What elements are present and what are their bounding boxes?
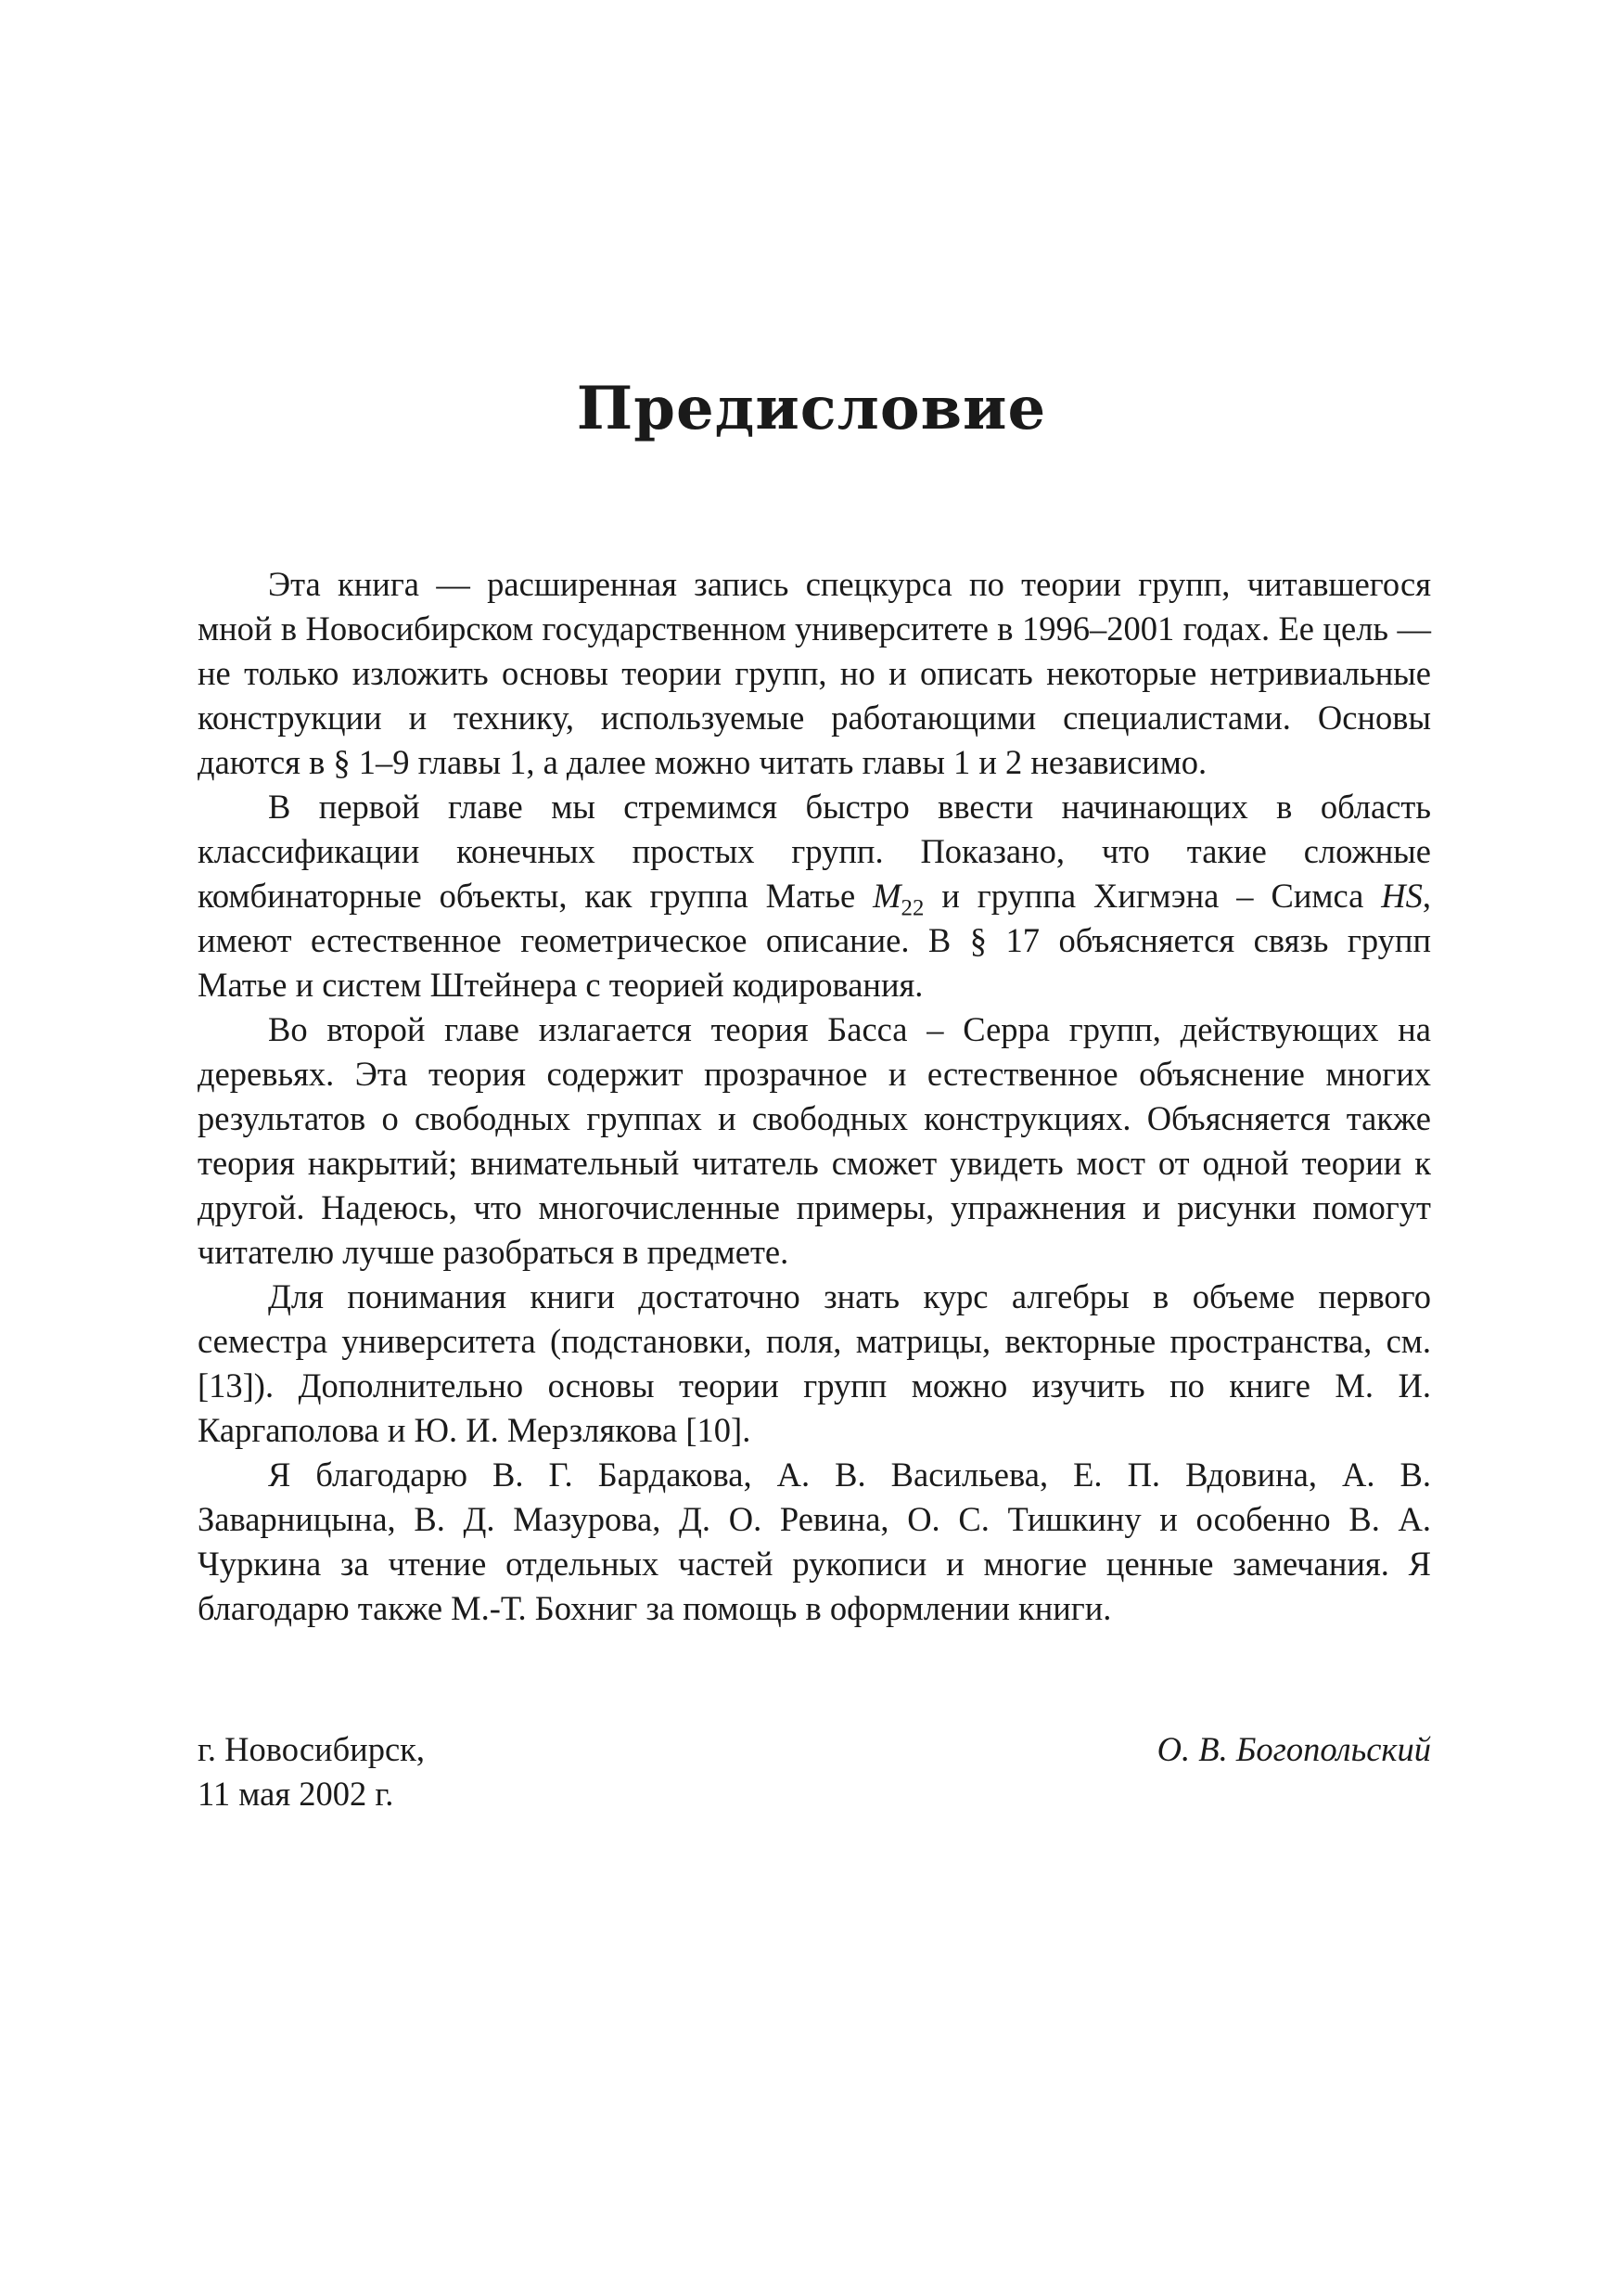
signature-author: О. В. Богопольский	[1157, 1730, 1431, 1768]
paragraph	[198, 1275, 1431, 1453]
paragraph	[198, 562, 1431, 785]
paragraph-text: Во второй главе излагается теория Басса – Серра групп, действующих на деревьях. Эта теория содержит прозрачное и естественное объяснение многих результатов о свободных группах и свободных конструкциях. Объясняется также теория накрытий; внимательный читатель сможет увидеть мост от одной теории к другой. Надеюсь, что многочисленные примеры, упражнения и рисунки помогут читателю лучше разобраться в предмете.	[198, 1010, 1431, 1271]
page-title: Предисловие	[576, 373, 1047, 443]
signature-date: 11 мая 2002 г.	[198, 1775, 394, 1813]
paragraph	[198, 1007, 1431, 1275]
paragraph	[198, 785, 1431, 1007]
math-symbol: $M_{22}$	[873, 877, 925, 921]
paragraph-text: Я благодарю В. Г. Бардакова, А. В. Васильева, Е. П. Вдовина, А. В. Заварницына, В. Д. Мазурова, Д. О. Ревина, О. С. Тишкину и особенно В. А. Чуркина за чтение отдельных частей рукописи и многие ценные замечания. Я благодарю также М.-Т. Бохниг за помощь в оформлении книги.	[198, 1456, 1431, 1627]
paragraph-text: Эта книга — расширенная запись спецкурса по теории групп, читавшегося мной в Новосибирском государственном университете в 1996–2001 годах. Ее цель — не только изложить основы теории групп, но и описать некоторые нетривиальные конструкции и технику, используемые работающими специалистами. Основы даются в § 1–9 главы 1, а далее можно читать главы 1 и 2 независимо.	[198, 565, 1431, 781]
preface-body	[198, 562, 1431, 1631]
math-subscript: 22	[901, 895, 925, 921]
paragraph-text: Для понимания книги достаточно знать курс алгебры в объеме первого семестра университета (подстановки, поля, матрицы, векторные пространства, см. [13]). Дополнительно основы теории групп можно изучить по книге М. И. Каргаполова и Ю. И. Мерзлякова [10].	[198, 1277, 1431, 1449]
paragraph-text: , имеют естественное геометрическое описание. В § 17 объясняется связь групп Матье и систем Штейнера с теорией кодирования.	[198, 877, 1431, 1004]
paragraph	[198, 1453, 1431, 1631]
paragraph-text: В первой главе мы стремимся быстро ввести начинающих в область классификации конечных простых групп. Показано, что такие сложные комбинаторные объекты, как группа Матье	[198, 788, 1431, 915]
signature-place: г. Новосибирск,	[198, 1730, 426, 1768]
math-symbol: HS	[1381, 877, 1423, 915]
signature-block	[198, 1727, 1431, 1816]
paragraph-text: и группа Хигмэна – Симса	[924, 877, 1382, 915]
